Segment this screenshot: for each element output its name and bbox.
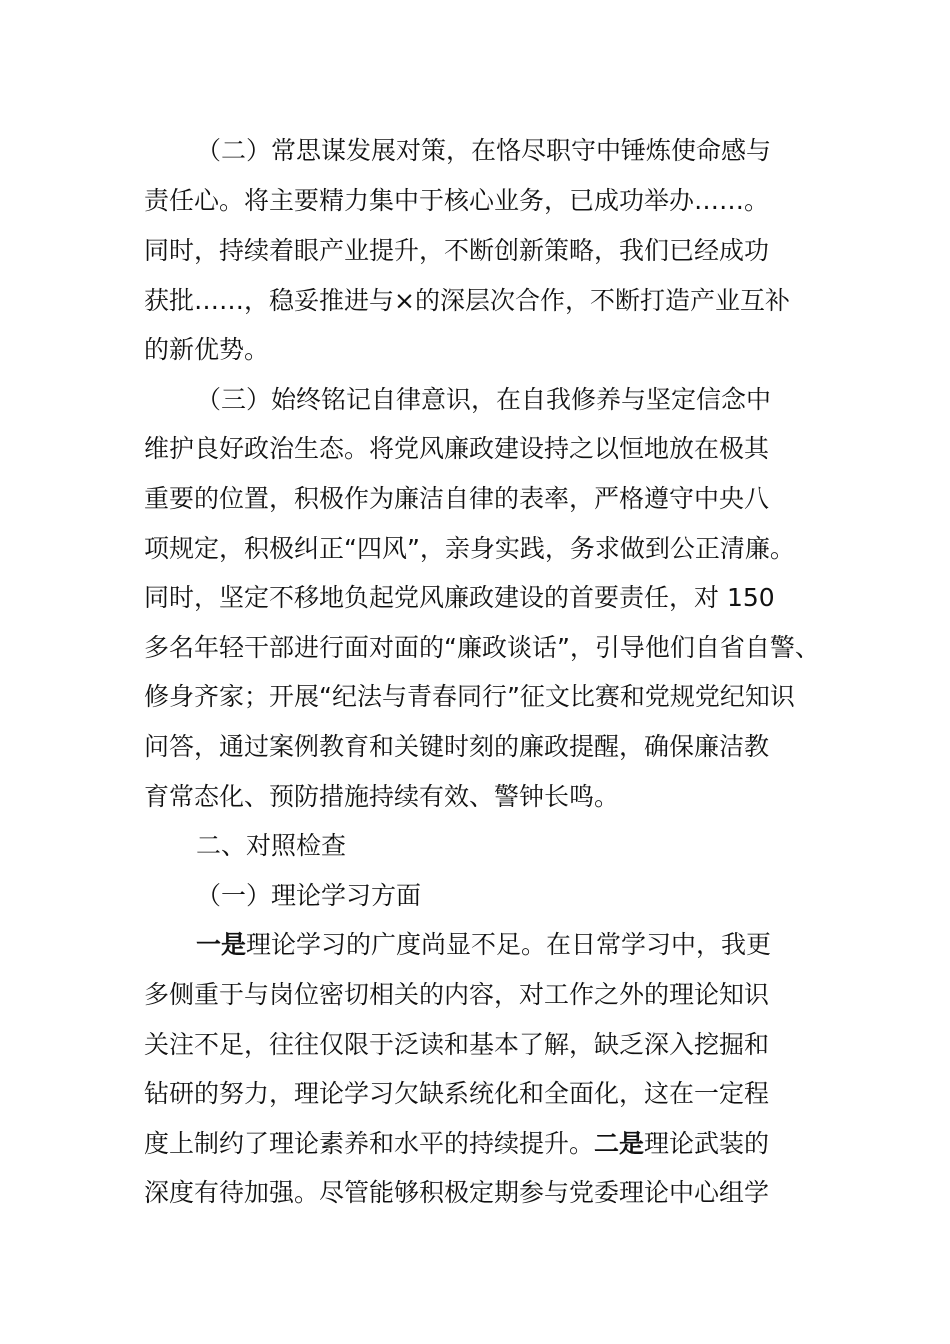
text-line: 同时，持续着眼产业提升，不断创新策略，我们已经成功 — [144, 236, 770, 265]
subsection-heading: （一）理论学习方面 — [196, 881, 422, 910]
text-line: 维护良好政治生态。将党风廉政建设持之以恒地放在极其 — [144, 434, 770, 463]
text-line: 问答，通过案例教育和关键时刻的廉政提醒，确保廉洁教 — [144, 732, 770, 761]
text-span: 理论学习的广度尚显不足。在日常学习中，我更 — [246, 930, 772, 959]
text-line: 同时，坚定不移地负起党风廉政建设的首要责任，对 150 — [144, 583, 775, 612]
text-line — [144, 1124, 769, 1164]
text-line: 多侧重于与岗位密切相关的内容，对工作之外的理论知识 — [144, 980, 770, 1009]
text-line: 重要的位置，积极作为廉洁自律的表率，严格遵守中央八 — [144, 484, 770, 513]
text-line: 修身齐家；开展“纪法与青春同行”征文比赛和党规党纪知识 — [144, 682, 795, 711]
text-line: 的新优势。 — [144, 335, 270, 364]
text-line: 项规定，积极纠正“四风”，亲身实践，务求做到公正清廉。 — [144, 534, 795, 563]
section-heading: 二、对照检查 — [196, 831, 347, 860]
text-line: 关注不足，往往仅限于泛读和基本了解，缺乏深入挖掘和 — [144, 1030, 770, 1059]
text-span: 度上制约了理论素养和水平的持续提升。 — [144, 1129, 595, 1158]
text-span: 理论武装的 — [644, 1129, 770, 1158]
text-line: 深度有待加强。尽管能够积极定期参与党委理论中心组学 — [144, 1178, 770, 1207]
text-line — [196, 925, 771, 965]
bold-lead: 二是 — [594, 1129, 645, 1158]
text-line: 获批……，稳妥推进与×的深层次合作，不断打造产业互补 — [144, 286, 790, 315]
text-line: （三）始终铭记自律意识，在自我修养与坚定信念中 — [196, 385, 772, 414]
text-line: 钻研的努力，理论学习欠缺系统化和全面化，这在一定程 — [144, 1079, 770, 1108]
text-line: 多名年轻干部进行面对面的“廉政谈话”，引导他们自省自警、 — [144, 633, 820, 662]
bold-lead: 一是 — [196, 930, 247, 959]
text-line: 责任心。将主要精力集中于核心业务，已成功举办……。 — [144, 186, 770, 215]
text-line: 育常态化、预防措施持续有效、警钟长鸣。 — [144, 782, 620, 811]
text-line: （二）常思谋发展对策，在恪尽职守中锤炼使命感与 — [196, 136, 772, 165]
